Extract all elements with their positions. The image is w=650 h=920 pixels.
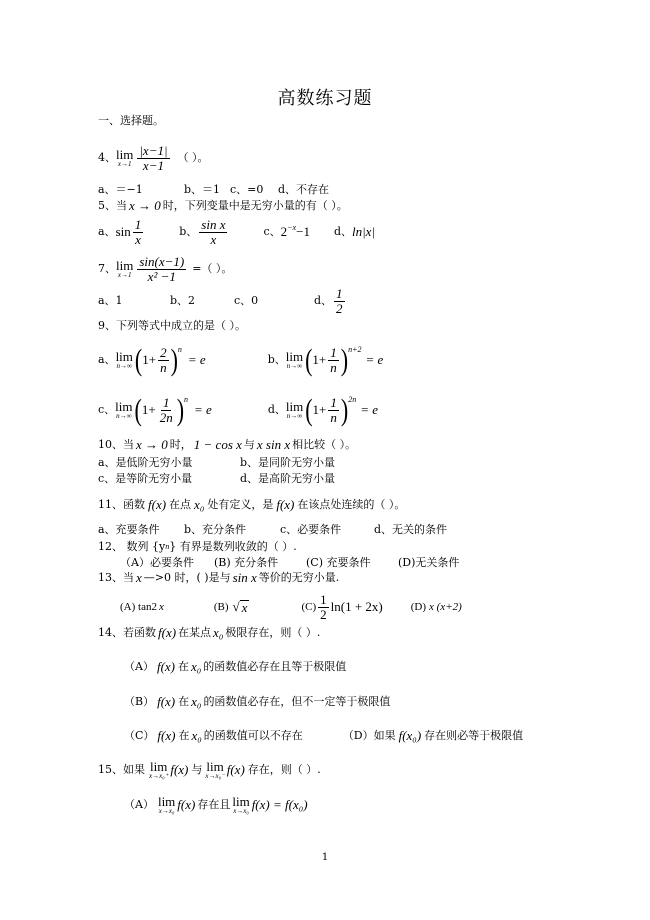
option-c: c、必要条件	[280, 523, 342, 536]
limit-operator: lim x→x₀	[232, 793, 250, 815]
fraction: $\frac{\sin(x-1)}{\text{x² −1}}$	[139, 253, 185, 284]
question-7	[98, 251, 232, 287]
option-b: b、2	[170, 294, 196, 307]
option-c: (C)	[301, 601, 317, 613]
fraction: $\frac{1}{2n}$	[159, 394, 173, 425]
limit-operator: lim x→x₀	[157, 793, 176, 815]
q9-row-2: c、 lim n→∞ ( 1+ $\frac{1}{2n}$ ) $^n$ = e d、 lim n→∞ ( 1+ $\frac{1}{n}$ ) $^{2n}$ = e	[98, 391, 378, 427]
question-11: 11、函数 f(x) 在点 x₀ 处有定义，是 f(x) 在该点处连续的（ ）。	[98, 497, 406, 512]
fraction: $\frac{1}{2}$	[320, 591, 327, 622]
fraction: $\frac{1}{n}$	[330, 394, 337, 425]
question-text: 时，下列变量中是无穷小量的有（ ）。	[162, 199, 348, 212]
q14-option-b: （B） f(x) 在 x₀ 的函数值必存在，但不一定等于极限值	[124, 694, 391, 709]
fraction: $\frac{1}{2}$	[336, 285, 343, 316]
option-c: c、=0	[230, 183, 264, 196]
q11-options	[98, 523, 447, 537]
question-4	[98, 140, 209, 176]
fraction: $\frac{\text{sin x}}{x}$	[201, 216, 226, 247]
q10-options-row-1	[98, 456, 335, 470]
limit-operator: lim n→∞	[285, 398, 304, 420]
q10-options-row-2	[98, 472, 335, 486]
fraction: $\frac{1}{n}$	[330, 344, 337, 375]
q4-options	[98, 183, 329, 197]
option-label: a、	[98, 353, 116, 366]
question-15: 15、如果 lim x→x₀⁺ f(x) 与 lim x→x₀⁻ f(x) 存在，则（ ）.	[98, 758, 321, 780]
page-title: 高数练习题	[277, 88, 373, 109]
option-label: c、	[263, 225, 281, 238]
option-label: b、	[267, 353, 286, 366]
limit-operator: lim n→∞	[115, 348, 133, 370]
question-number: 4、	[98, 151, 116, 164]
q12-options	[120, 556, 459, 570]
q15-option-a: （A） lim x→x₀ f(x) 存在且 lim x→x₀ f(x) = f(x₀)	[124, 793, 308, 815]
option-d: d、不存在	[278, 183, 330, 196]
option-d: d、是高阶无穷小量	[240, 472, 336, 485]
math-expr: ln|x|	[352, 224, 376, 239]
option-label: c、	[98, 403, 116, 416]
question-5	[98, 199, 348, 213]
limit-operator: lim x→1	[116, 146, 134, 168]
option-label: d、	[333, 225, 352, 238]
option-c: (C) 充要条件	[306, 556, 371, 569]
option-label: d、	[267, 403, 286, 416]
option-a: （A）必要条件	[120, 556, 194, 569]
option-d: d、无关的条件	[374, 523, 448, 536]
limit-operator: lim x→1	[116, 257, 134, 279]
option-b: b、是同阶无穷小量	[240, 456, 336, 469]
option-label: b、	[179, 225, 198, 238]
option-a: a、＝−1	[98, 183, 143, 196]
fraction: $\frac{2}{n}$	[160, 344, 167, 375]
option-label: d、	[314, 294, 333, 307]
answer-blank: =（ ）。	[192, 262, 233, 275]
question-9: 9、下列等式中成立的是（ ）。	[98, 319, 246, 332]
option-a: (A) tan2	[120, 601, 157, 613]
q5-options	[98, 215, 375, 249]
limit-operator: lim x→x₀⁻	[205, 758, 225, 780]
answer-blank: （ ）。	[177, 151, 209, 164]
exponent: −x	[287, 223, 297, 232]
option-b: (B) 充分条件	[214, 556, 279, 569]
option-a: a、1	[98, 294, 123, 307]
math-expr: x → 0	[129, 198, 161, 213]
option-c: c、是等阶无穷小量	[98, 472, 193, 485]
option-c: c、0	[234, 294, 259, 307]
q7-options	[98, 286, 347, 316]
option-a: a、是低阶无穷小量	[98, 456, 193, 469]
option-d: (D)	[410, 601, 427, 613]
option-label: a、	[98, 225, 116, 238]
question-13: 13、当 x —>0 时，( )是与 sin x 等价的无穷小量.	[98, 570, 340, 585]
section-heading: 一、选择题。	[98, 114, 164, 127]
math-expr: −1	[296, 224, 310, 239]
limit-operator: lim n→∞	[115, 398, 133, 420]
page-number: 1	[321, 852, 329, 863]
question-text: 5、当	[98, 199, 127, 212]
q13-options: (A) tan2 x (B) √ x (C) $\frac{1}{2}$ ln(1 + 2x) (D) x (x+2)	[120, 591, 462, 622]
limit-operator: lim x→x₀⁺	[149, 758, 169, 780]
option-b: b、充分条件	[184, 523, 247, 536]
option-b: (B)	[213, 601, 229, 613]
fraction: $\frac{|x-1|}{x-1}$	[139, 142, 168, 173]
option-d: (D)无关条件	[398, 556, 460, 569]
question-number: 7、	[98, 262, 116, 275]
question-12: 12、 数列 {y n } 有界是数列收敛的（ ）.	[98, 540, 297, 553]
question-10: 10、当 x → 0 时， 1 − cos x 与 x sin x 相比较（ ）。	[98, 437, 357, 452]
limit-operator: lim n→∞	[285, 348, 304, 370]
option-b: b、＝1	[184, 183, 221, 196]
sqrt-expr: √ x	[232, 599, 248, 615]
fraction: $\frac{1}{x}$	[134, 216, 142, 247]
math-expr: 2	[280, 224, 288, 239]
q14-option-c-d: （C） f(x) 在 x₀ 的函数值可以不存在 （D）如果 f(x₀) 存在则必等于极限值	[124, 728, 524, 743]
q9-row-1: a、 lim n→∞ ( 1+ $\frac{2}{n}$ ) $^n$ = e b、 lim n→∞ ( 1+ $\frac{1}{n}$ ) $^{n+2}$ = e	[98, 341, 384, 377]
q14-option-a: （A） f(x) 在 x₀ 的函数值必存在且等于极限值	[124, 659, 347, 674]
option-a: a、充要条件	[98, 523, 160, 536]
math-expr: sin	[115, 224, 131, 239]
question-14: 14、若函数 f(x) 在某点 x₀ 极限存在，则（ ）.	[98, 625, 321, 640]
